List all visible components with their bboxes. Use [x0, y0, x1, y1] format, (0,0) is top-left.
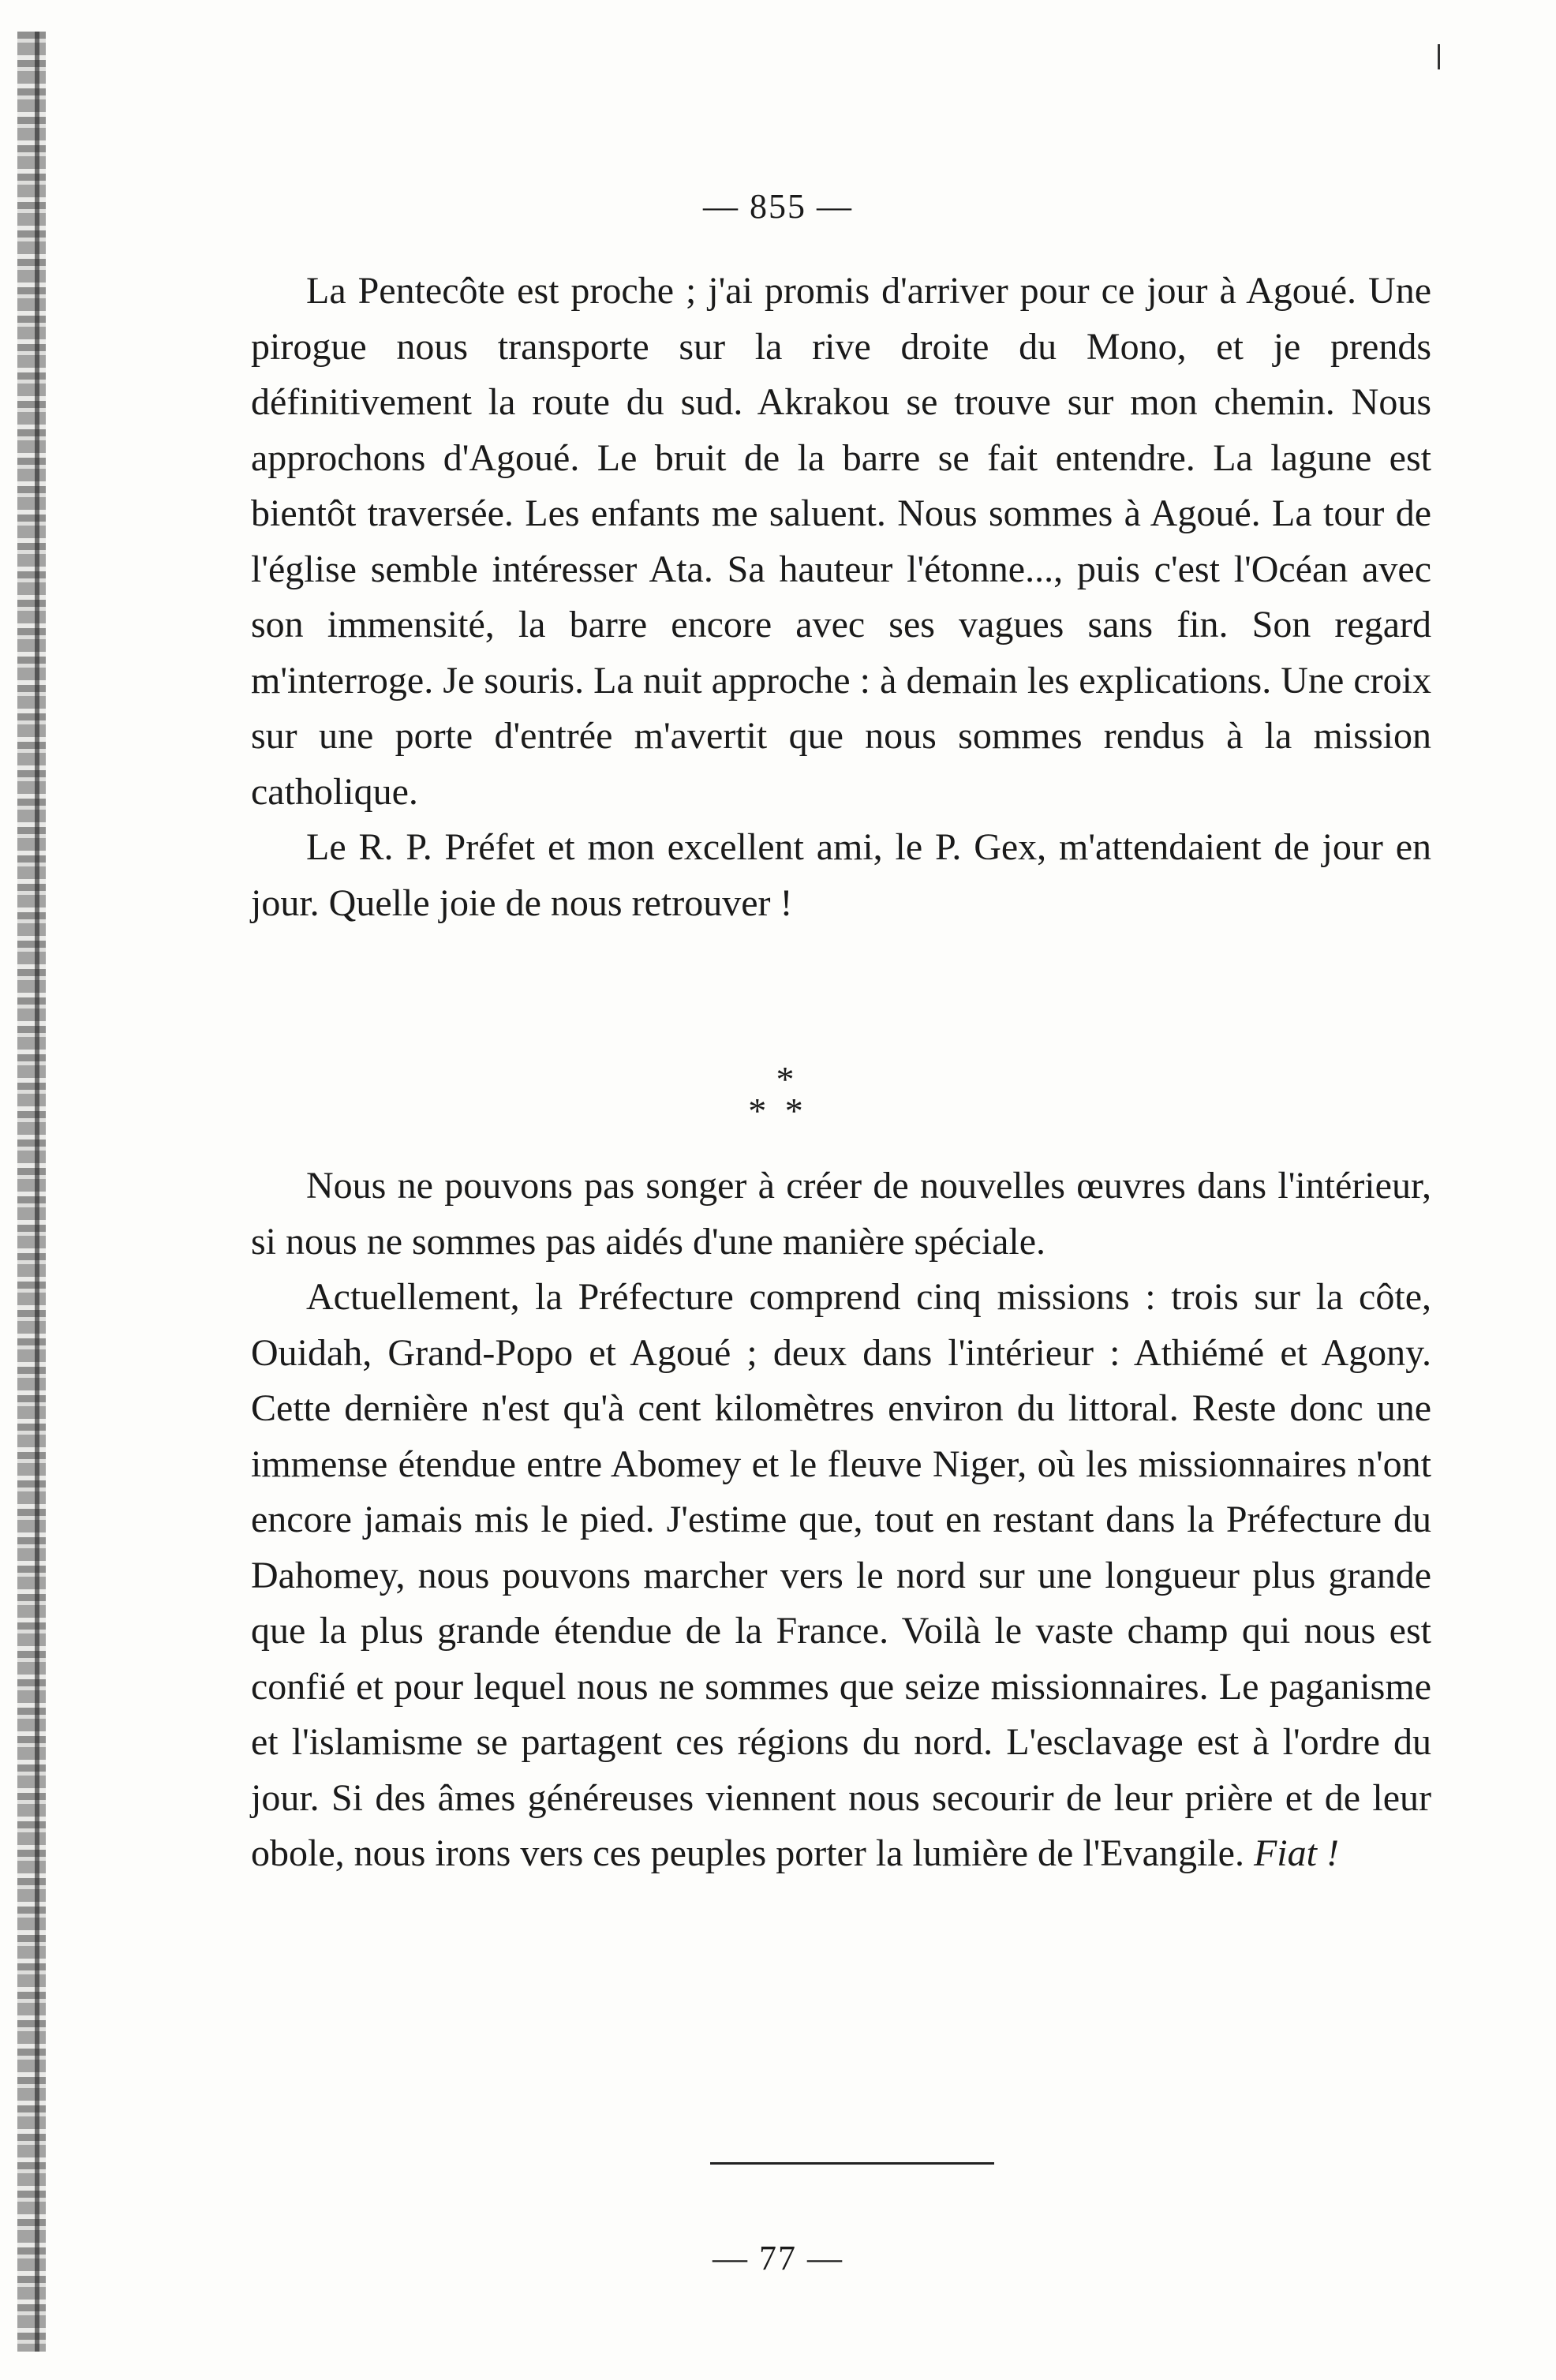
text-block-lower — [251, 1158, 1431, 1882]
page-number-top: — 855 — — [703, 187, 853, 226]
page-number-bottom: — 77 — — [713, 2239, 843, 2277]
asterism-top: * — [776, 1059, 799, 1099]
paragraph-prefecture-text: Actuellement, la Préfecture comprend cinq missions : trois sur la côte, Ouidah, Grand-Popo et Agoué ; deux dans l'intérieur : Athiémé et Agony. Cette dernière n'est qu'à cent kilomètres environ du littoral. Reste donc une immense étendue entre Abomey et le fleuve Niger, où les missionnaires n'ont encore jamais mis le pied. J'estime que, tout en restant dans la Préfecture du Dahomey, nous pouvons marcher vers le nord sur une longueur plus grande que la plus grande étendue de la France. Voilà le vaste champ qui nous est confié et pour lequel nous ne sommes que seize missionnaires. Le paganisme et l'islamisme se partagent ces régions du nord. L'esclavage est à l'ordre du jour. Si des âmes généreuses viennent nous secourir de leur prière et de leur obole, nous irons vers ces peuples porter la lumière de l'Evangile. — [251, 1276, 1431, 1874]
footer-rule — [710, 2162, 994, 2165]
closing-italic: Fiat ! — [1253, 1832, 1339, 1874]
paragraph-new-works: Nous ne pouvons pas songer à créer de nouvelles œuvres dans l'intérieur, si nous ne sommes pas aidés d'une manière spéciale. — [251, 1165, 1431, 1263]
section-break-asterism — [0, 1059, 1556, 1131]
binding-edge — [17, 32, 46, 2352]
paragraph-arrival: La Pentecôte est proche ; j'ai promis d'arriver pour ce jour à Agoué. Une pirogue nous transporte sur la rive droite du Mono, et je prends définitivement la route du sud. Akrakou se trouve sur mon chemin. Nous approchons d'Agoué. Le bruit de la barre se fait entendre. La lagune est bientôt traversée. Les enfants me saluent. Nous sommes à Agoué. La tour de l'église semble intéresser Ata. Sa hauteur l'étonne..., puis c'est l'Océan avec son immensité, la barre encore avec ses vagues sans fin. Son regard m'interroge. Je souris. La nuit approche : à demain les explications. Une croix sur une porte d'entrée m'avertit que nous sommes rendus à la mission catholique. — [251, 270, 1431, 813]
corner-mark — [1438, 44, 1440, 69]
paragraph-prefecture — [251, 1270, 1431, 1882]
paragraph-welcome: Le R. P. Préfet et mon excellent ami, le P. Gex, m'attendaient de jour en jour. Quelle joie de nous retrouver ! — [251, 826, 1431, 924]
text-block-upper — [251, 264, 1431, 931]
binding-line — [35, 32, 39, 2352]
asterism-bottom: * * — [748, 1091, 808, 1131]
